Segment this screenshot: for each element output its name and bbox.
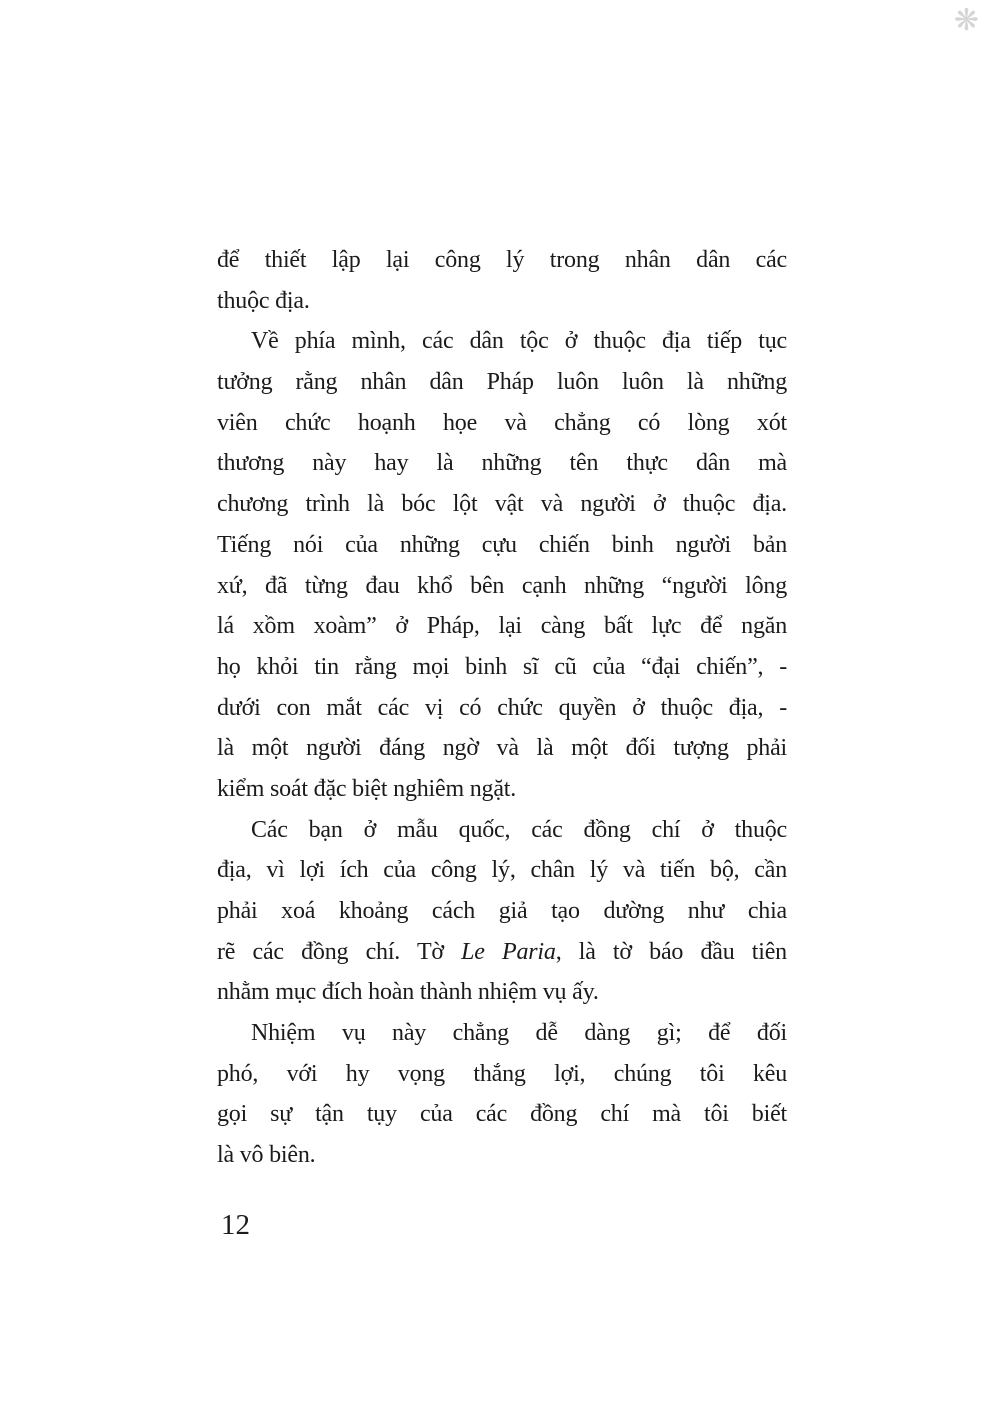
text-line — [217, 1135, 787, 1176]
text-line — [217, 647, 787, 688]
text-segment: phải xoá khoảng cách giả tạo dường như chia — [217, 898, 787, 924]
text-line — [217, 525, 787, 566]
italic-text-segment: Le Paria — [461, 938, 556, 965]
text-segment: lá xồm xoàm” ở Pháp, lại càng bất lực để ngăn — [217, 613, 787, 640]
text-segment: , là tờ báo đầu tiên — [555, 938, 787, 965]
text-line — [217, 810, 787, 851]
text-segment: thương này hay là những tên thực dân mà — [217, 450, 787, 477]
text-line — [217, 1054, 787, 1095]
text-line — [217, 769, 787, 810]
text-line — [217, 321, 787, 362]
text-line — [217, 1094, 787, 1135]
text-line — [217, 850, 787, 891]
text-segment: tưởng rằng nhân dân Pháp luôn luôn là những — [217, 369, 787, 396]
text-line — [217, 728, 787, 769]
text-line — [217, 403, 787, 444]
text-segment: để thiết lập lại công lý trong nhân dân các — [217, 247, 787, 273]
text-segment: nhằm mục đích hoàn thành nhiệm vụ ấy. — [217, 979, 599, 1006]
text-segment: họ khỏi tin rằng mọi binh sĩ cũ của “đại chiến”, - — [217, 653, 787, 680]
text-segment: gọi sự tận tụy của các đồng chí mà tôi biết — [217, 1101, 787, 1128]
text-line — [217, 484, 787, 525]
text-block — [217, 240, 787, 1176]
text-line — [217, 443, 787, 484]
text-line — [217, 240, 787, 281]
text-segment: dưới con mắt các vị có chức quyền ở thuộc địa, - — [217, 694, 787, 721]
text-line — [217, 606, 787, 647]
text-segment: Các bạn ở mẫu quốc, các đồng chí ở thuộc — [251, 816, 787, 843]
text-line — [217, 281, 787, 322]
text-segment: Nhiệm vụ này chẳng dễ dàng gì; để đối — [251, 1020, 787, 1047]
text-line — [217, 1013, 787, 1054]
text-segment: là một người đáng ngờ và là một đối tượng phải — [217, 735, 787, 762]
flower-ornament-icon: ❋ — [953, 4, 979, 37]
text-segment: rẽ các đồng chí. Tờ — [217, 938, 462, 965]
text-line — [217, 932, 787, 973]
text-segment: Về phía mình, các dân tộc ở thuộc địa tiếp tục — [251, 328, 787, 355]
text-segment: chương trình là bóc lột vật và người ở thuộc địa. — [217, 491, 787, 518]
text-segment: viên chức hoạnh họe và chẳng có lòng xót — [217, 409, 787, 436]
text-line — [217, 362, 787, 403]
text-line — [217, 566, 787, 607]
text-segment: thuộc địa. — [217, 287, 310, 314]
text-segment: kiểm soát đặc biệt nghiêm ngặt. — [217, 775, 517, 802]
text-line — [217, 972, 787, 1013]
text-line — [217, 891, 787, 932]
text-segment: là vô biên. — [217, 1142, 316, 1169]
text-segment: địa, vì lợi ích của công lý, chân lý và tiến bộ, cần — [217, 857, 787, 884]
text-segment: Tiếng nói của những cựu chiến binh người bản — [217, 531, 787, 558]
text-line — [217, 688, 787, 729]
text-segment: phó, với hy vọng thắng lợi, chúng tôi kêu — [217, 1060, 787, 1087]
text-segment: xứ, đã từng đau khổ bên cạnh những “người lông — [217, 572, 787, 599]
page-number: 12 — [221, 1209, 250, 1241]
